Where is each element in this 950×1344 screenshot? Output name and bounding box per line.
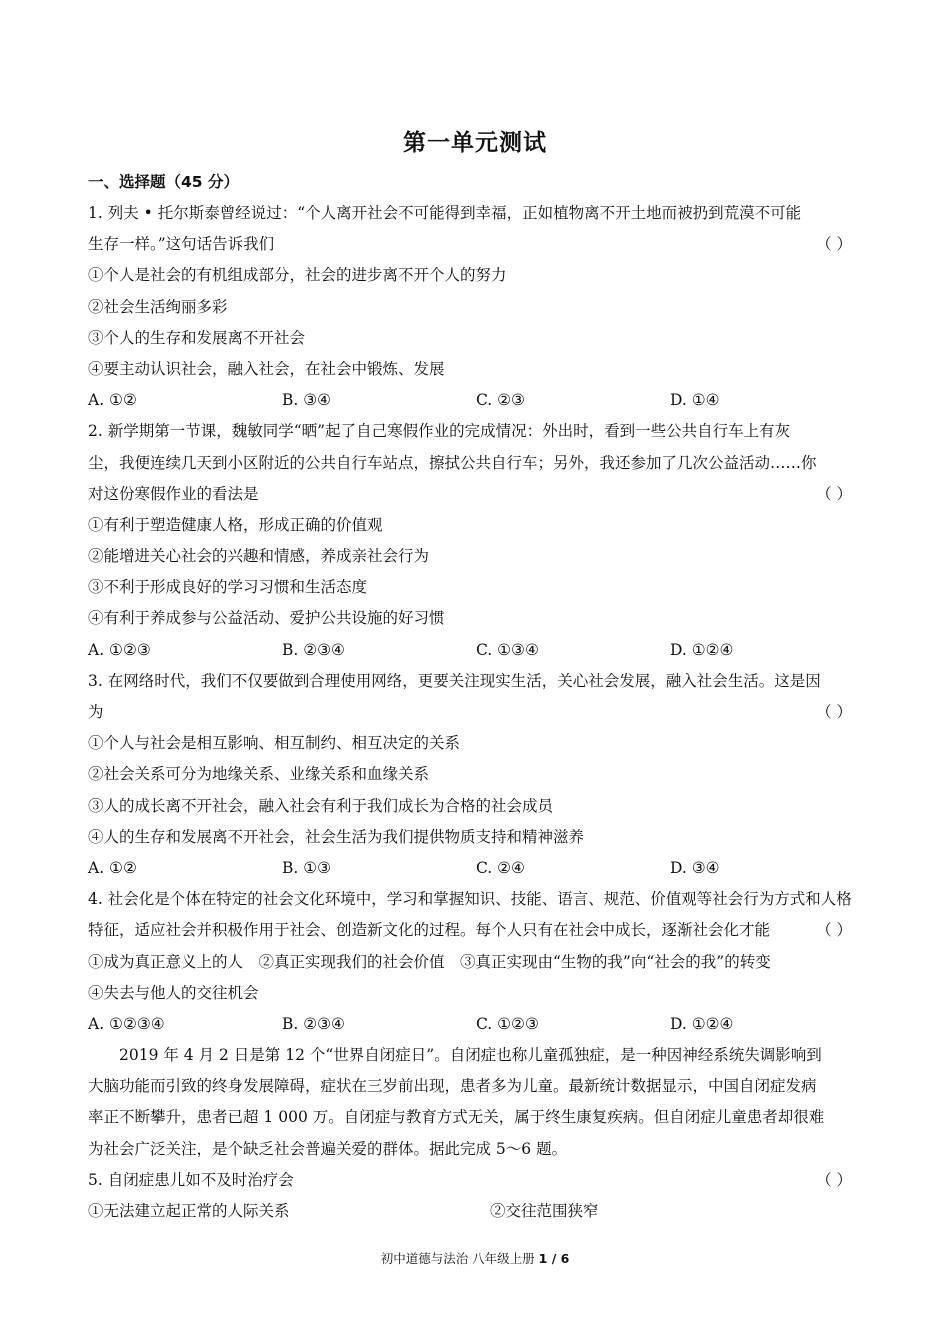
question-stem-last: 生存一样。”这句话告诉我们 （ ） (88, 229, 864, 260)
statement: ④人的生存和发展离不开社会，社会生活为我们提供物质支持和精神滋养 (88, 827, 585, 846)
option-c: C. ①③④ (476, 640, 539, 659)
question-stem: 2. 新学期第一节课，魏敏同学“晒”起了自己寒假作业的完成情况：外出时，看到一些公共自行车上有灰 (88, 422, 791, 441)
page-title: 第一单元测试 (403, 130, 547, 156)
answer-bracket: （ ） (816, 235, 852, 254)
option-c: C. ②④ (476, 858, 525, 877)
passage-line: 2019 年 4 月 2 日是第 12 个“世界自闭症日”。自闭症也称儿童孤独症，是一种因神经系统失调影响到 (119, 1046, 822, 1065)
option-c: C. ①②③ (476, 1014, 539, 1033)
section-heading: 一、选择题（45 分） (88, 173, 239, 191)
answer-options (88, 853, 864, 884)
option-d: D. ①②④ (670, 1014, 734, 1033)
answer-options (88, 1009, 864, 1040)
answer-options (88, 385, 864, 416)
statement: ①无法建立起正常的人际关系 (88, 1202, 290, 1220)
answer-bracket: （ ） (816, 703, 852, 721)
question-stem: 3. 在网络时代，我们不仅要做到合理使用网络，更要关注现实生活，关心社会发展，融入社会生活。这是因 (88, 671, 821, 690)
option-d: D. ③④ (670, 858, 720, 877)
question-1 (88, 198, 864, 416)
statement: ③个人的生存和发展离不开社会 (88, 328, 306, 347)
passage-line: 为社会广泛关注，是个缺乏社会普遍关爱的群体。据此完成 5～6 题。 (88, 1139, 568, 1158)
statement: ①有利于塑造健康人格，形成正确的价值观 (88, 515, 383, 534)
question-content (88, 198, 864, 1227)
passage-line: 大脑功能而引致的终身发展障碍，症状在三岁前出现，患者多为儿童。最新统计数据显示，中国自闭症发病 (88, 1077, 817, 1096)
statement: ②社会生活绚丽多彩 (88, 297, 228, 316)
page-footer (0, 1249, 950, 1267)
option-a: A. ①②③④ (88, 1014, 165, 1033)
statement: ①成为真正意义上的人 ②真正实现我们的社会价值 ③真正实现由“生物的我”向“社会的我”的转变 (88, 952, 771, 971)
statement: ③人的成长离不开社会，融入社会有利于我们成长为合格的社会成员 (88, 796, 554, 815)
statement: ①个人与社会是相互影响、相互制约、相互决定的关系 (88, 734, 461, 753)
footer-text: 初中道德与法治 八年级上册 (380, 1251, 539, 1266)
question-stem-last: 5. 自闭症患儿如不及时治疗会 （ ） (88, 1165, 864, 1196)
option-b: B. ②③④ (282, 1014, 345, 1033)
option-b: B. ②③④ (282, 640, 345, 659)
page-number: 1 / 6 (538, 1251, 570, 1266)
option-a: A. ①② (88, 391, 137, 410)
passage-line: 率正不断攀升，患者已超 1 000 万。自闭症与教育方式无关，属于终生康复疾病。但自闭症儿童患者却很难 (88, 1108, 825, 1127)
option-b: B. ①③ (282, 858, 332, 877)
statement: ②能增进关心社会的兴趣和情感，养成亲社会行为 (88, 547, 430, 566)
statement: ④要主动认识社会，融入社会，在社会中锻炼、发展 (88, 359, 445, 378)
question-4 (88, 884, 864, 1040)
reading-passage (88, 1040, 864, 1165)
statement: ④失去与他人的交往机会 (88, 983, 259, 1002)
option-d: D. ①②④ (670, 640, 734, 659)
question-stem-last: 对这份寒假作业的看法是 （ ） (88, 479, 864, 510)
statement: ②交往范围狭窄 (490, 1202, 599, 1220)
statement: ③不利于形成良好的学习习惯和生活态度 (88, 578, 368, 597)
statement: ①个人是社会的有机组成部分，社会的进步离不开个人的努力 (88, 266, 507, 285)
statement-row (88, 1196, 864, 1227)
option-c: C. ②③ (476, 391, 525, 410)
answer-bracket: （ ） (816, 921, 852, 940)
answer-options (88, 635, 864, 666)
question-stem-last: 为 （ ） (88, 697, 864, 728)
option-d: D. ①④ (670, 391, 720, 410)
question-3 (88, 666, 864, 884)
answer-bracket: （ ） (816, 484, 852, 503)
question-stem: 4. 社会化是个体在特定的社会文化环境中，学习和掌握知识、技能、语言、规范、价值观等社会行为方式和人格 (88, 890, 852, 909)
question-stem: 1. 列夫 • 托尔斯泰曾经说过：“个人离开社会不可能得到幸福，正如植物离不开土地而被扔到荒漠不可能 (88, 204, 802, 222)
option-b: B. ③④ (282, 391, 332, 410)
option-a: A. ①② (88, 858, 137, 877)
question-2 (88, 416, 864, 666)
statement: ②社会关系可分为地缘关系、业缘关系和血缘关系 (88, 765, 430, 784)
option-a: A. ①②③ (88, 640, 151, 659)
question-5 (88, 1165, 864, 1227)
question-stem: 尘，我便连续几天到小区附近的公共自行车站点，擦拭公共自行车；另外，我还参加了几次公益活动……你 (88, 453, 817, 472)
statement: ④有利于养成参与公益活动、爱护公共设施的好习惯 (88, 609, 445, 628)
question-stem-last: 特征，适应社会并积极作用于社会、创造新文化的过程。每个人只有在社会中成长，逐渐社会化才能 （ ） (88, 915, 864, 946)
answer-bracket: （ ） (816, 1170, 852, 1189)
